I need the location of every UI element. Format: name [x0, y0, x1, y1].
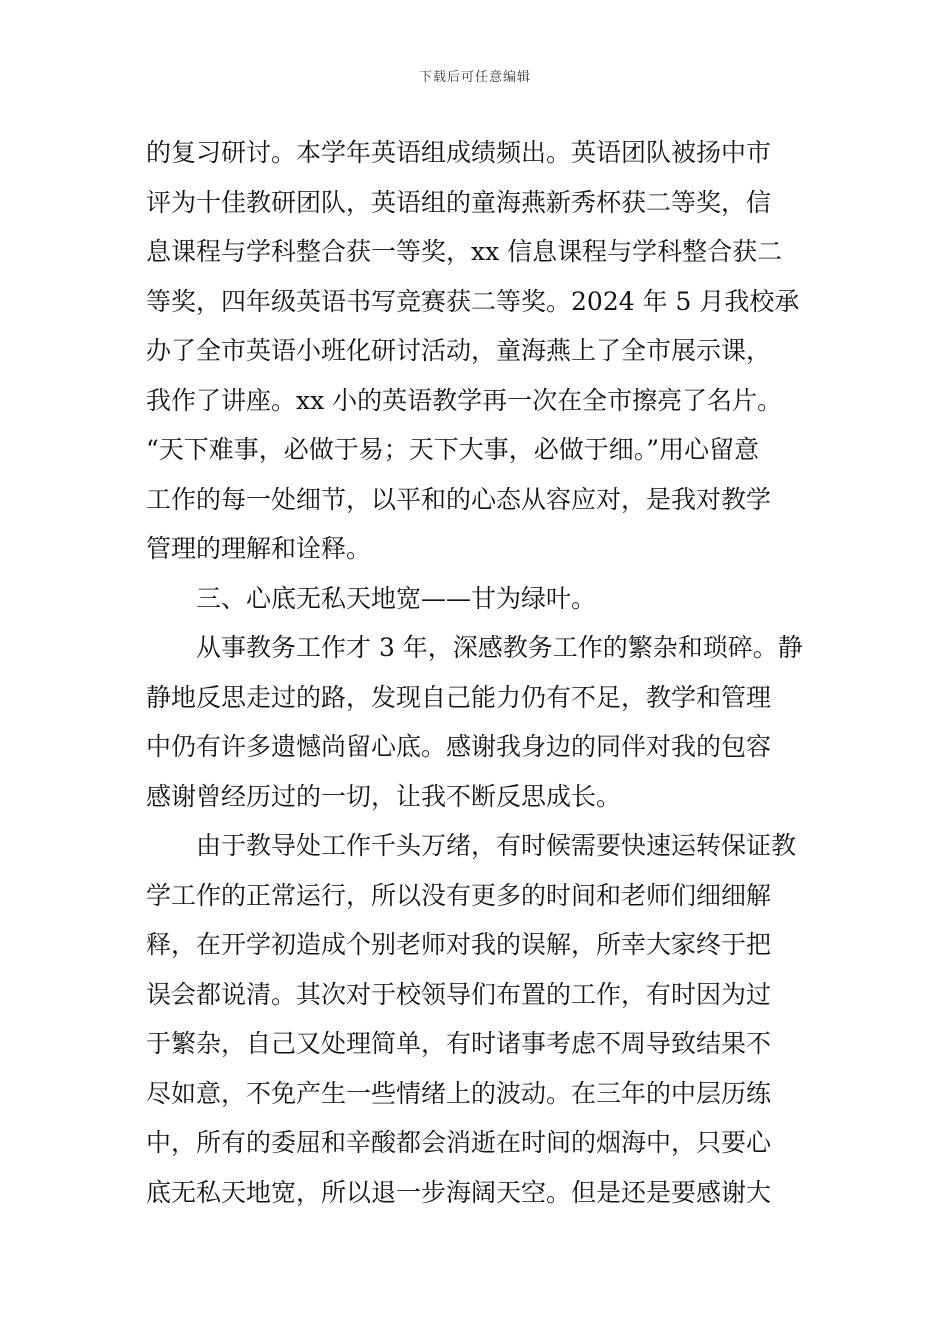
text-line: 工作的每一处细节，以平和的心态从容应对，是我对教学	[146, 484, 772, 514]
text-line: 误会都说清。其次对于校领导们布置的工作，有时因为过	[146, 979, 772, 1009]
document-body	[146, 128, 810, 1217]
text-line: 中仍有许多遗憾尚留心底。感谢我身边的同伴对我的包容	[146, 732, 772, 761]
text-line: 尽如意，不免产生一些情绪上的波动。在三年的中层历练	[146, 1078, 772, 1108]
page-header: 下载后可任意编辑	[418, 70, 531, 85]
text-line: 管理的理解和诠释。	[146, 534, 372, 563]
text-line: 由于教导处工作千头万绪，有时候需要快速运转保证教	[196, 831, 797, 860]
text-line: 静地反思走过的路，发现自己能力仍有不足，教学和管理	[146, 682, 772, 712]
text-line: “天下难事，必做于易；天下大事，必做于细。”用心留意	[146, 435, 760, 464]
text-line: 底无私天地宽，所以退一步海阔天空。但是还是要感谢大	[146, 1177, 772, 1207]
text-line: 感谢曾经历过的一切，让我不断反思成长。	[146, 781, 622, 811]
text-line: 评为十佳教研团队，英语组的童海燕新秀杯获二等奖，信	[146, 187, 772, 217]
text-line: 学工作的正常运行，所以没有更多的时间和老师们细细解	[146, 880, 772, 910]
text-line: 我作了讲座。xx 小的英语教学再一次在全市擦亮了名片。	[146, 385, 783, 415]
text-line: 息课程与学科整合获一等奖，xx 信息课程与学科整合获二	[146, 237, 783, 266]
text-line: 的复习研讨。本学年英语组成绩频出。英语团队被扬中市	[146, 138, 772, 167]
text-line: 办了全市英语小班化研讨活动，童海燕上了全市展示课，	[146, 336, 772, 365]
text-line: 中，所有的委屈和辛酸都会消逝在时间的烟海中，只要心	[146, 1128, 772, 1157]
section-heading: 三、心底无私天地宽——甘为绿叶。	[196, 583, 597, 613]
text-line: 等奖，四年级英语书写竞赛获二等奖。2024 年 5 月我校承	[146, 286, 800, 316]
text-line: 释，在开学初造成个别老师对我的误解，所幸大家终于把	[146, 930, 772, 959]
text-line: 从事教务工作才 3 年，深感教务工作的繁杂和琐碎。静	[196, 633, 803, 662]
text-line: 于繁杂，自己又处理简单，有时诸事考虑不周导致结果不	[146, 1029, 772, 1058]
